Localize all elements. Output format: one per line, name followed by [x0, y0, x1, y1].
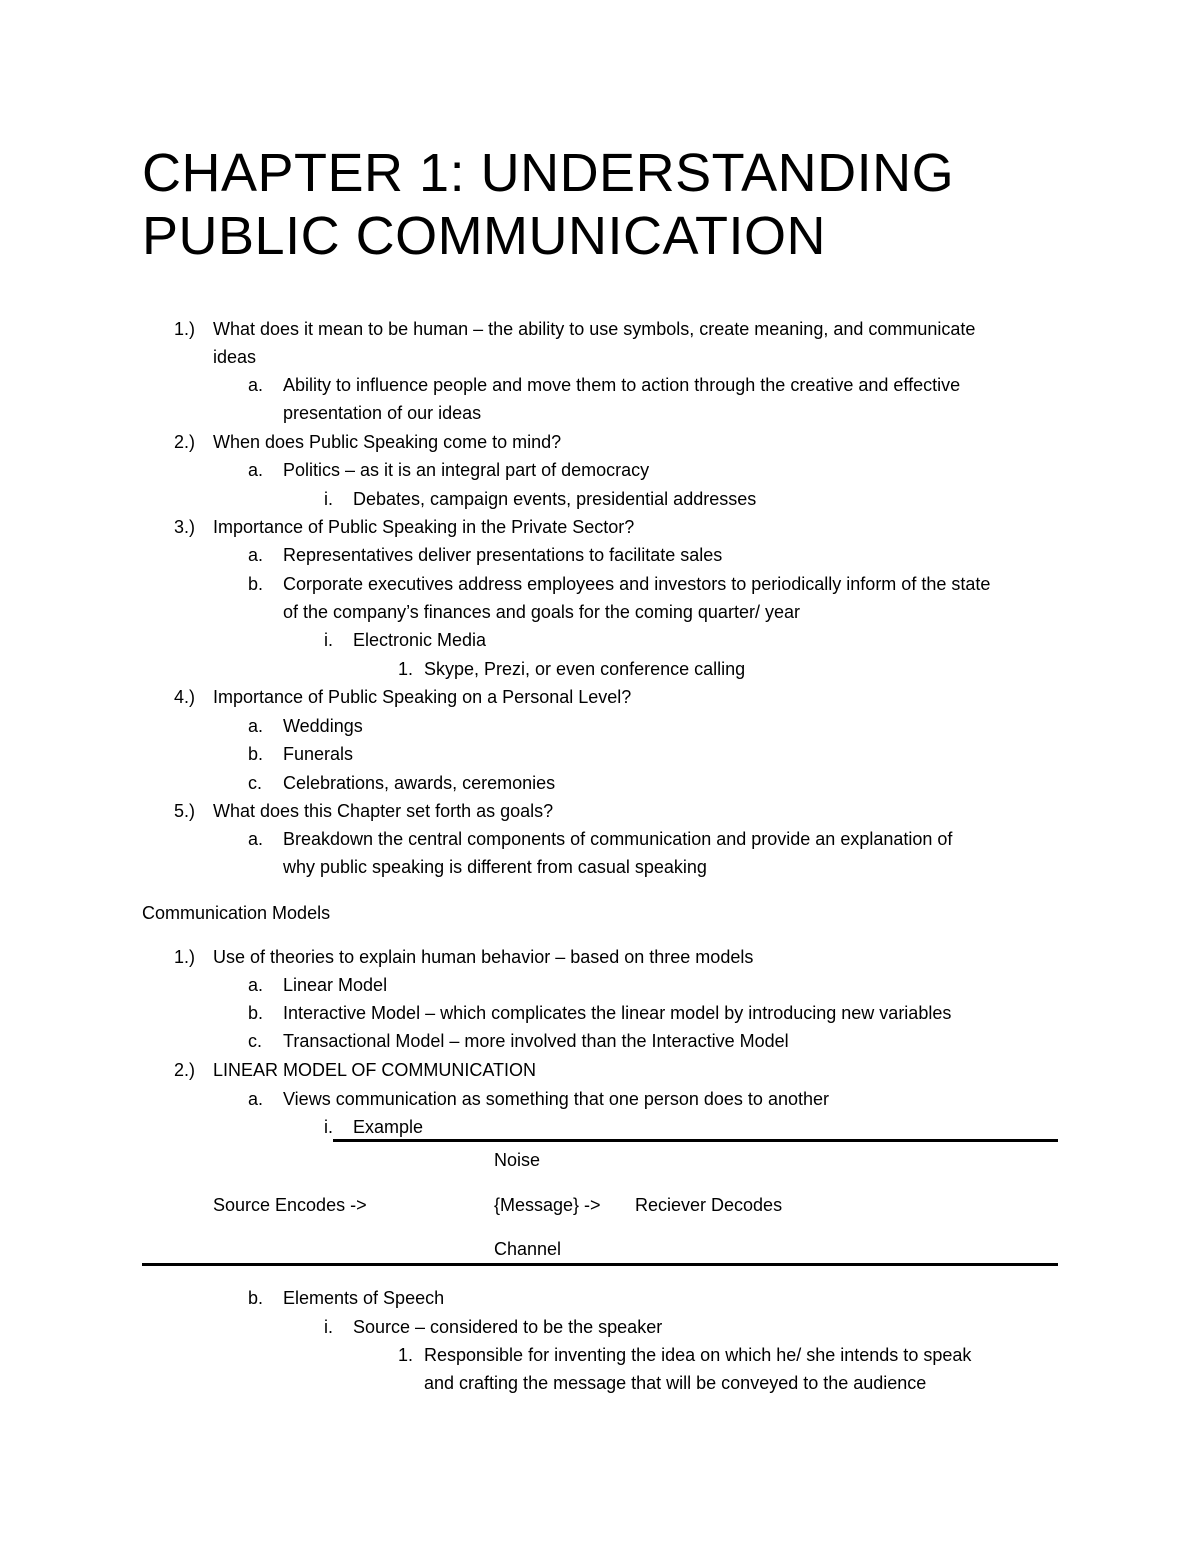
list-item-text: Politics – as it is an integral part of democracy: [283, 460, 650, 480]
list-marker: 1.: [398, 659, 414, 679]
diagram-source-label: Source Encodes ->: [213, 1195, 367, 1215]
diagram-message-label: {Message} ->: [494, 1195, 601, 1215]
list-item-text: What does it mean to be human – the ability to use symbols, create meaning, and communicate: [213, 319, 976, 339]
diagram-channel-label: Channel: [494, 1239, 562, 1259]
list-item-text: Source – considered to be the speaker: [353, 1317, 663, 1337]
list-item-text: presentation of our ideas: [283, 403, 482, 423]
list-marker: b.: [248, 574, 264, 594]
list-item-text: Example: [353, 1117, 424, 1137]
list-marker: i.: [324, 1117, 333, 1137]
list-item-text: Debates, campaign events, presidential addresses: [353, 489, 757, 509]
diagram-receiver-label: Reciever Decodes: [635, 1195, 783, 1215]
diagram-bottom-rule: [142, 1263, 1058, 1266]
list-item-text: When does Public Speaking come to mind?: [213, 432, 562, 452]
list-marker: a.: [248, 1089, 264, 1109]
list-marker: 1.: [398, 1345, 414, 1365]
list-item-text: Importance of Public Speaking on a Personal Level?: [213, 687, 632, 707]
list-item-text: Weddings: [283, 716, 363, 736]
list-marker: i.: [324, 630, 333, 650]
list-item-text: Responsible for inventing the idea on which he/ she intends to speak: [424, 1345, 972, 1365]
list-marker: b.: [248, 1003, 264, 1023]
list-number: 2.): [174, 1060, 196, 1080]
list-item-text: Representatives deliver presentations to facilitate sales: [283, 545, 723, 565]
diagram-top-rule: [333, 1139, 1058, 1142]
list-item-text: Use of theories to explain human behavior – based on three models: [213, 947, 754, 967]
list-marker: c.: [248, 1031, 263, 1051]
list-item-text: LINEAR MODEL OF COMMUNICATION: [213, 1060, 537, 1080]
list-item-text: Skype, Prezi, or even conference calling: [424, 659, 746, 679]
list-item-text: Electronic Media: [353, 630, 487, 650]
list-item-text: ideas: [213, 347, 257, 367]
list-item-text: and crafting the message that will be conveyed to the audience: [424, 1373, 927, 1393]
list-item-text: Elements of Speech: [283, 1288, 445, 1308]
list-marker: a.: [248, 545, 264, 565]
list-marker: i.: [324, 1317, 333, 1337]
list-item-text: Ability to influence people and move them to action through the creative and effective: [283, 375, 961, 395]
list-marker: b.: [248, 744, 264, 764]
list-number: 1.): [174, 319, 196, 339]
list-marker: a.: [248, 716, 264, 736]
diagram-noise-label: Noise: [494, 1150, 541, 1170]
list-number: 4.): [174, 687, 196, 707]
list-marker: c.: [248, 773, 263, 793]
list-marker: a.: [248, 975, 264, 995]
list-number: 2.): [174, 432, 196, 452]
section-heading: Communication Models: [142, 903, 331, 923]
list-item-text: why public speaking is different from casual speaking: [283, 857, 707, 877]
title-line-1: CHAPTER 1: UNDERSTANDING: [142, 143, 955, 203]
list-marker: a.: [248, 375, 264, 395]
title-line-2: PUBLIC COMMUNICATION: [142, 206, 827, 266]
page-title: [142, 142, 1102, 268]
list-item-text: Corporate executives address employees and investors to periodically inform of the state: [283, 574, 991, 594]
list-marker: a.: [248, 829, 264, 849]
list-marker: b.: [248, 1288, 264, 1308]
list-item-text: Views communication as something that one person does to another: [283, 1089, 829, 1109]
list-item-text: Linear Model: [283, 975, 388, 995]
list-item-text: Funerals: [283, 744, 354, 764]
list-item-text: Interactive Model – which complicates the linear model by introducing new variables: [283, 1003, 952, 1023]
list-item-text: of the company’s finances and goals for the coming quarter/ year: [283, 602, 800, 622]
list-item-text: Importance of Public Speaking in the Private Sector?: [213, 517, 635, 537]
list-number: 5.): [174, 801, 196, 821]
list-item-text: Transactional Model – more involved than the Interactive Model: [283, 1031, 789, 1051]
list-marker: a.: [248, 460, 264, 480]
list-number: 3.): [174, 517, 196, 537]
list-marker: i.: [324, 489, 333, 509]
list-item-text: Celebrations, awards, ceremonies: [283, 773, 556, 793]
list-item-text: What does this Chapter set forth as goals?: [213, 801, 554, 821]
list-number: 1.): [174, 947, 196, 967]
list-item-text: Breakdown the central components of communication and provide an explanation of: [283, 829, 953, 849]
